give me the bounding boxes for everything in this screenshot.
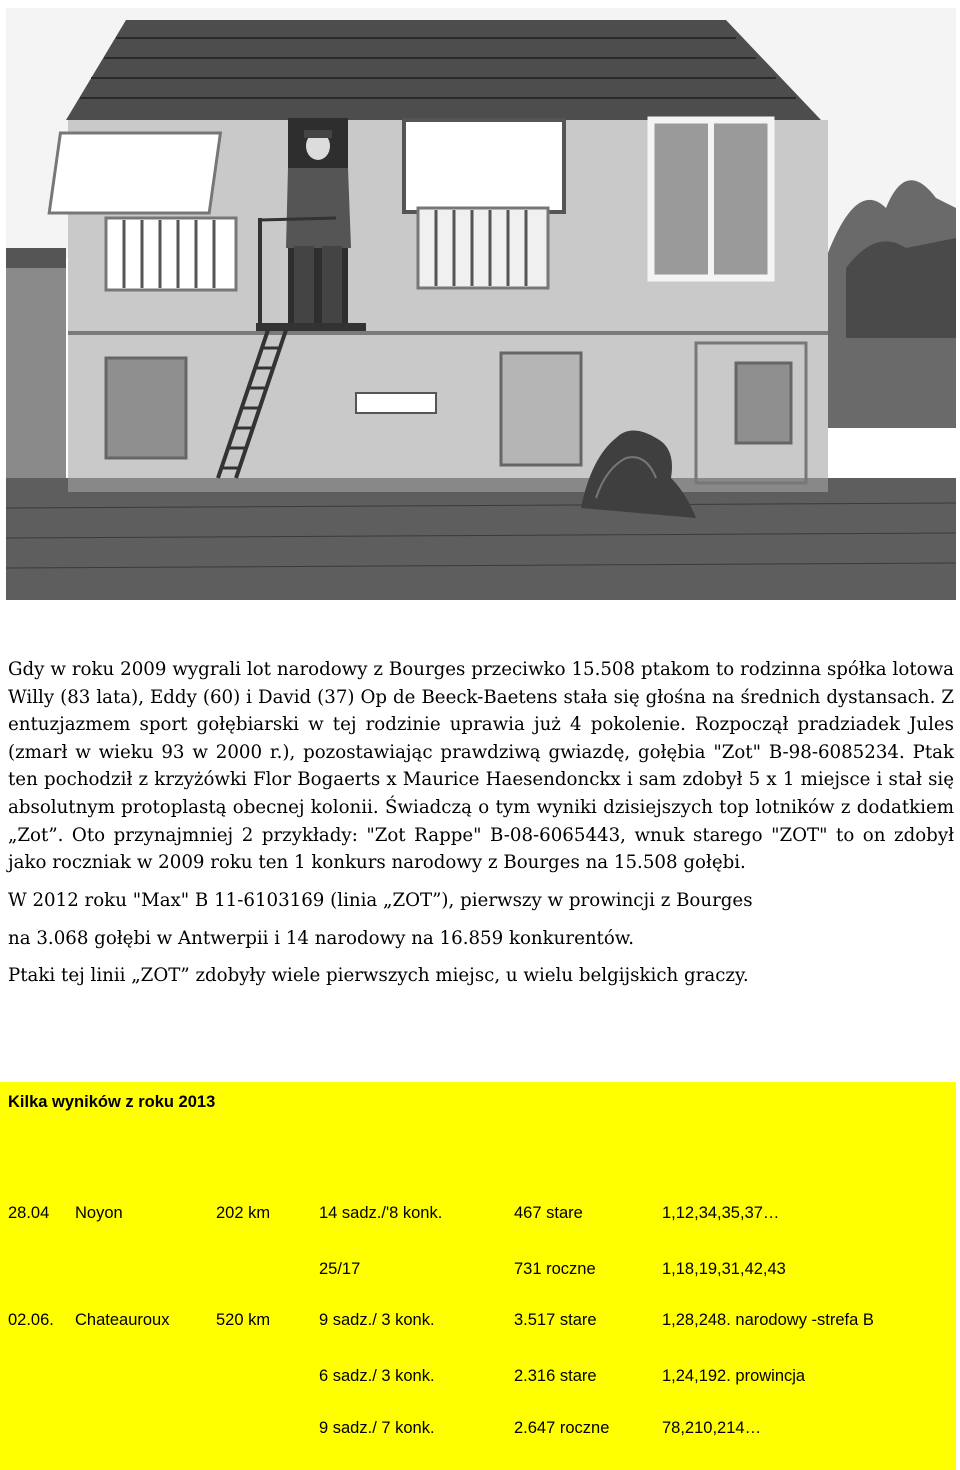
zot-line-paragraph: Ptaki tej linii „ZOT” zdobyły wiele pierwszych miejsc, u wielu belgijskich graczy. <box>8 964 749 986</box>
result-places: 1,24,192. prowincja <box>662 1367 806 1385</box>
result-entries: 9 sadz./ 3 konk. <box>319 1311 435 1329</box>
result-location: Chateauroux <box>75 1311 170 1329</box>
result-places: 1,12,34,35,37… <box>662 1204 780 1222</box>
results-row <box>0 1204 956 1226</box>
max-line-1: W 2012 roku "Max" B 11-6103169 (linia „ZOT”), pierwszy w prowincji z Bourges <box>8 889 753 911</box>
result-location: Noyon <box>75 1204 123 1222</box>
result-entries: 14 sadz./'8 konk. <box>319 1204 443 1222</box>
intro-paragraph: Gdy w roku 2009 wygrali lot narodowy z Bourges przeciwko 15.508 ptakom to rodzinna spółka lotowa Willy (83 lata), Eddy (60) i David (37) Op de Beeck-Baetens stała się głośna na średnich dystansach. Z entuzjazmem sport gołębiarski w tej rodzinie uprawia już 4 pokolenie. Rozpoczął pradziadek Jules (zmarł w wieku 93 w 2000 r.), pozostawiając prawdziwą gwiazdę, gołębia "Zot" B-98-6085234. Ptak ten pochodził z krzyżówki Flor Bogaerts x Maurice Haesendonckx i sam zdobył 5 x 1 miejsce i stał się absolutnym protoplastą obecnej kolonii. Świadczą o tym wyniki dzisiejszych top lotników z dodatkiem „Zot”. Oto przynajmniej 2 przykłady: "Zot Rappe" B-08-6065443, wnuk starego "ZOT" to on zdobył jako roczniak w 2009 roku ten 1 konkurs narodowy z Bourges na 15.508 gołębi. <box>8 659 954 874</box>
result-date: 28.04 <box>8 1204 50 1222</box>
results-row <box>0 1260 956 1282</box>
results-title: Kilka wyników z roku 2013 <box>8 1093 216 1111</box>
result-entries: 6 sadz./ 3 konk. <box>319 1367 435 1385</box>
result-competition: 731 roczne <box>514 1260 596 1278</box>
result-distance: 520 km <box>216 1311 271 1329</box>
results-row <box>0 1311 956 1333</box>
result-distance: 202 km <box>216 1204 271 1222</box>
result-places: 1,18,19,31,42,43 <box>662 1260 786 1278</box>
article-text <box>8 656 954 989</box>
max-paragraph <box>8 882 954 958</box>
results-row <box>0 1367 956 1389</box>
loft-photograph <box>6 8 956 600</box>
result-places: 1,28,248. narodowy -strefa B <box>662 1311 874 1329</box>
result-places: 78,210,214… <box>662 1419 762 1437</box>
result-entries: 25/17 <box>319 1260 361 1278</box>
result-competition: 3.517 stare <box>514 1311 597 1329</box>
max-line-2: na 3.068 gołębi w Antwerpii i 14 narodowy na 16.859 konkurentów. <box>8 927 635 949</box>
result-competition: 2.316 stare <box>514 1367 597 1385</box>
result-competition: 2.647 roczne <box>514 1419 610 1437</box>
result-date: 02.06. <box>8 1311 54 1329</box>
result-competition: 467 stare <box>514 1204 583 1222</box>
results-row <box>0 1419 956 1441</box>
result-entries: 9 sadz./ 7 konk. <box>319 1419 435 1437</box>
results-2013-box <box>0 1082 956 1470</box>
